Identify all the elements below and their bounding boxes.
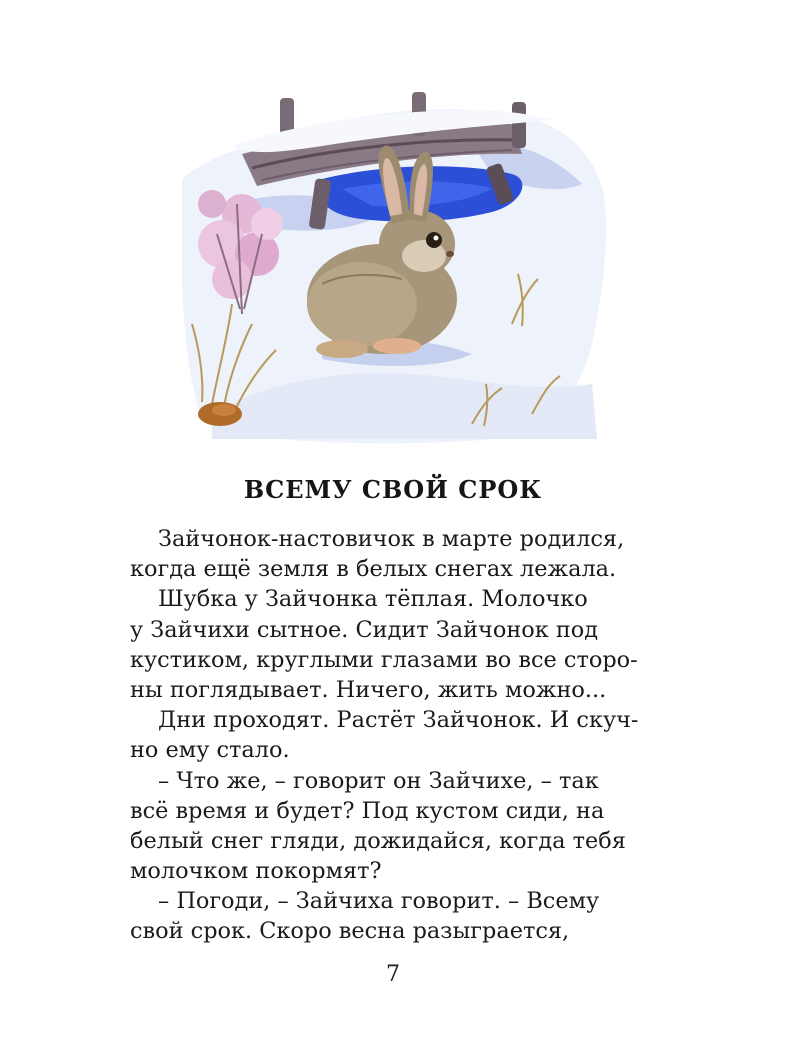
text-line: когда ещё земля в белых снегах лежала.: [130, 556, 617, 583]
text-line: свой срок. Скоро весна разыграется,: [130, 918, 570, 945]
text-line: всё время и будет? Под кустом сиди, на: [130, 797, 605, 824]
text-line: Дни проходят. Растёт Зайчонок. И скуч-: [158, 707, 639, 734]
text-line: у Зайчихи сытное. Сидит Зайчонок под: [130, 616, 599, 643]
page-number: 7: [386, 962, 400, 987]
hare-in-snow-illustration: [172, 84, 612, 446]
text-line: – Погоди, – Зайчиха говорит. – Всему: [158, 888, 600, 915]
text-line: – Что же, – говорит он Зайчихе, – так: [158, 767, 599, 794]
text-line: но ему стало.: [130, 737, 290, 764]
text-line: молочком покормят?: [130, 858, 382, 885]
text-line: белый снег гляди, дожидайся, когда тебя: [130, 827, 626, 854]
text-line: Зайчонок-настовичок в марте родился,: [158, 526, 625, 552]
text-line: ны поглядывает. Ничего, жить можно...: [130, 676, 607, 703]
text-line: Шубка у Зайчонка тёплая. Молочко: [158, 586, 588, 613]
story-text: [130, 524, 639, 947]
text-line: кустиком, круглыми глазами во все сторо-: [130, 646, 638, 673]
chapter-title: ВСЕМУ СВОЙ СРОК: [243, 475, 543, 504]
